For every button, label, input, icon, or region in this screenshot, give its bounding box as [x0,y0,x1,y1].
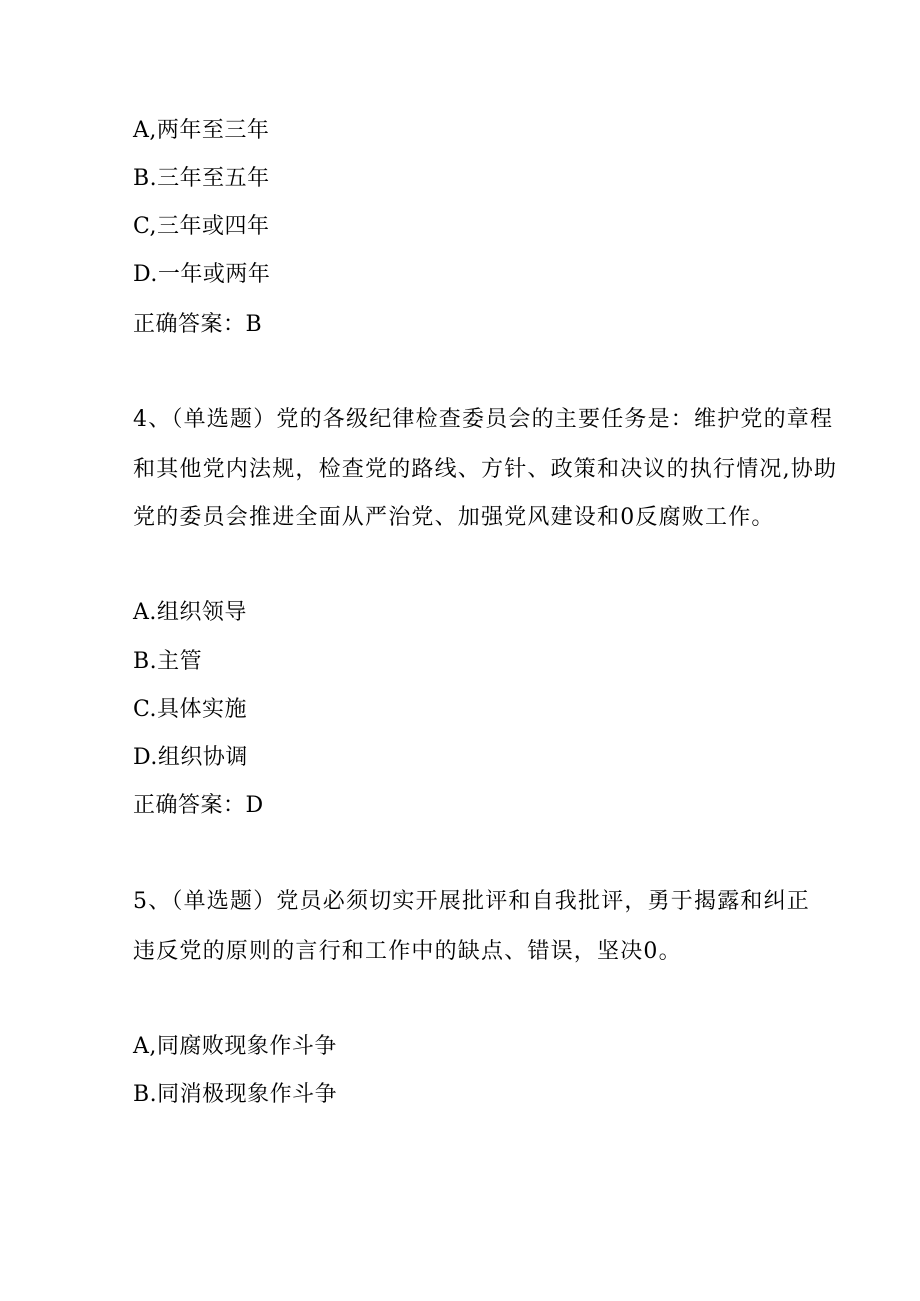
q4-option-b: B.主管 [133,649,203,674]
q4-option-c: C.具体实施 [133,697,248,722]
q5-option-b: B.同消极现象作斗争 [133,1082,338,1107]
q3-option-b: B.三年至五年 [133,166,270,191]
q3-option-c: C,三年或四年 [133,214,270,239]
q4-text-line-1: 4、（单选题）党的各级纪律检查委员会的主要任务是：维护党的章程 [133,407,834,432]
q5-text-line-1: 5、（单选题）党员必须切实开展批评和自我批评，勇于揭露和纠正 [133,889,810,914]
q3-option-a: A,两年至三年 [133,118,270,143]
q3-option-d: D.一年或两年 [133,262,271,287]
q5-text-line-2: 违反党的原则的言行和工作中的缺点、错误，坚决0。 [133,939,682,964]
q5-option-a: A,同腐败现象作斗争 [133,1034,337,1059]
q4-text-line-2: 和其他党内法规，检查党的路线、方针、政策和决议的执行情况,协助 [133,457,838,482]
q4-option-a: A.组织领导 [133,600,247,625]
q4-answer: 正确答案：D [133,793,264,818]
q4-text-line-3: 党的委员会推进全面从严治党、加强党风建设和0反腐败工作。 [133,505,775,530]
q3-answer: 正确答案：B [133,312,263,337]
q4-option-d: D.组织协调 [133,745,248,770]
